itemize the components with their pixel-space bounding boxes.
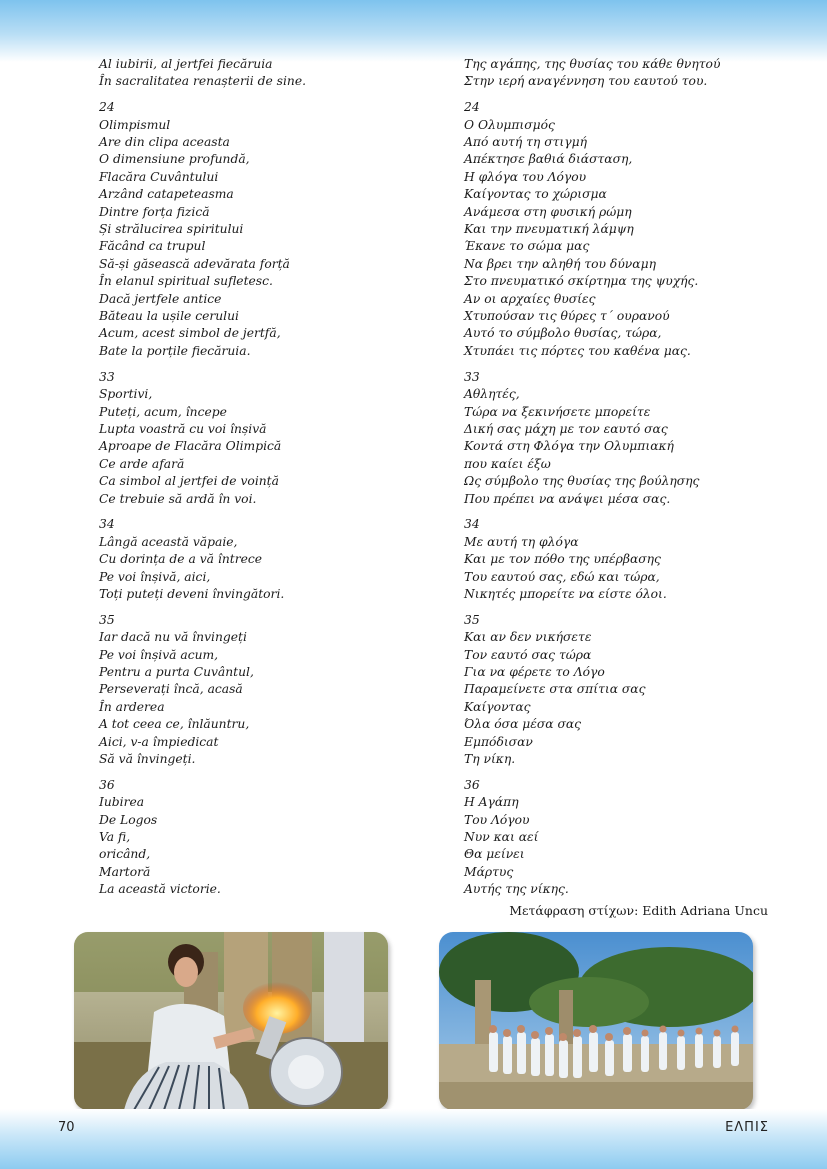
poem-line: Ce trebuie să ardă în voi. — [99, 491, 257, 506]
poem-line: Και αν δεν νικήσετε — [464, 630, 592, 645]
poem-line: Δική σας μάχη με τον εαυτό σας — [464, 421, 668, 436]
poem-line: Με αυτή τη φλόγα — [464, 534, 579, 549]
poem-line: Ως σύμβολο της θυσίας της βούλησης — [464, 474, 700, 489]
stanza — [464, 516, 764, 603]
poem-line: Η Αγάπη — [464, 795, 519, 810]
poem-line: Αθλητές, — [464, 387, 520, 402]
translation-credit: Μετάφραση στίχων: Edith Adriana Uncu — [509, 903, 768, 918]
poem-line: O dimensiune profundă, — [99, 152, 250, 167]
poem-line: που καίει έξω — [464, 456, 551, 471]
poem-line: Ανάμεσα στη φυσική ρώμη — [464, 204, 632, 219]
poem-line: 24 — [464, 100, 480, 115]
poem-line: Χτυπάει τις πόρτες του καθένα μας. — [464, 343, 691, 358]
poem-line: 35 — [464, 612, 480, 627]
poem-line: Απέκτησε βαθιά διάσταση, — [464, 152, 633, 167]
poem-line: Bate la porțile fiecăruia. — [99, 343, 251, 358]
poem-line: Perseverați încă, acasă — [99, 682, 243, 697]
poem-line: Ca simbol al jertfei de voință — [99, 474, 279, 489]
bottom-gradient-band — [0, 1109, 827, 1169]
poem-line: Pe voi înșivă acum, — [99, 647, 219, 662]
poem-line: 33 — [99, 369, 115, 384]
poem-line: Αυτό το σύμβολο θυσίας, τώρα, — [464, 326, 662, 341]
poem-line: Κοντά στη Φλόγα την Ολυμπιακή — [464, 439, 674, 454]
poem-line: Καίγοντας το χώρισμα — [464, 187, 607, 202]
poem-line: 36 — [99, 777, 115, 792]
poem-line: Καίγοντας — [464, 699, 531, 714]
poem-line: Are din clipa aceasta — [99, 135, 230, 150]
poem-line: Αυτής της νίκης. — [464, 882, 569, 897]
poem-line: Τον εαυτό σας τώρα — [464, 647, 592, 662]
stanza — [464, 369, 764, 508]
poem-line: La această victorie. — [99, 882, 221, 897]
poem-line: 24 — [99, 100, 115, 115]
poem-line: Από αυτή τη στιγμή — [464, 135, 587, 150]
poem-line: Dintre forța fizică — [99, 204, 210, 219]
stanza — [99, 56, 419, 91]
poem-line: A tot ceea ce, înlăuntru, — [99, 717, 250, 732]
poem-line: Νικητές μπορείτε να είστε όλοι. — [464, 586, 667, 601]
poem-line: Η φλόγα του Λόγου — [464, 169, 587, 184]
poem-line: Μάρτυς — [464, 864, 514, 879]
poem-line: 34 — [464, 517, 480, 532]
stanza — [99, 612, 419, 769]
poem-line: În elanul spiritual sufletesc. — [99, 274, 273, 289]
poem-line: Al iubirii, al jertfei fiecăruia — [99, 57, 273, 71]
poem-line: Παραμείνετε στα σπίτια σας — [464, 682, 646, 697]
poem-line: Arzând catapeteasma — [99, 187, 234, 202]
poem-line: Τώρα να ξεκινήσετε μπορείτε — [464, 404, 651, 419]
poem-line: 34 — [99, 517, 115, 532]
poem-line: Να βρει την αληθή του δύναμη — [464, 256, 656, 271]
page-number: 70 — [58, 1120, 75, 1135]
poem-line: 33 — [464, 369, 480, 384]
poem-line: Acum, acest simbol de jertfă, — [99, 326, 281, 341]
stanza — [464, 612, 764, 769]
poem-line: Τη νίκη. — [464, 752, 516, 766]
poem-line: Flacăra Cuvântului — [99, 169, 219, 184]
poem-line: 36 — [464, 777, 480, 792]
poem-line: Του εαυτού σας, εδώ και τώρα, — [464, 569, 660, 584]
poem-line: Va fi, — [99, 830, 131, 845]
poem-line: Sportivi, — [99, 387, 153, 402]
stanza — [99, 99, 419, 360]
stanza — [99, 516, 419, 603]
poem-line: Στην ιερή αναγέννηση του εαυτού του. — [464, 74, 708, 89]
poem-line: Cu dorința de a vă întrece — [99, 552, 263, 567]
poem-line: Και με τον πόθο της υπέρβασης — [464, 552, 661, 567]
magazine-title: ΕΛΠΙΣ — [725, 1120, 769, 1135]
priestess-torch-photo — [74, 932, 388, 1110]
poem-line: Aici, v-a împiedicat — [99, 734, 219, 749]
stanza — [99, 369, 419, 508]
poem-line: Puteți, acum, începe — [99, 404, 227, 419]
stanza — [464, 777, 764, 899]
poem-line: oricând, — [99, 847, 151, 862]
poem-line: Să-și găsească adevărata forță — [99, 256, 290, 271]
poem-line: Iubirea — [99, 795, 145, 810]
poem-line: Εμπόδισαν — [464, 734, 533, 749]
poem-line: Olimpismul — [99, 117, 171, 132]
poem-line: Martoră — [99, 864, 151, 879]
poem-line: Lupta voastră cu voi înșivă — [99, 421, 267, 436]
poem-line: Făcând ca trupul — [99, 239, 206, 254]
poem-line: Χτυπούσαν τις θύρες τ΄ ουρανού — [464, 309, 670, 324]
poem-line: Pentru a purta Cuvântul, — [99, 664, 254, 679]
poem-line: Să vă învingeți. — [99, 752, 196, 766]
poem-line: Dacă jertfele antice — [99, 291, 222, 306]
stanza — [99, 777, 419, 899]
poem-line: Și strălucirea spiritului — [99, 222, 244, 237]
poem-line: Του Λόγου — [464, 812, 530, 827]
poem-line: Iar dacă nu vă învingeți — [99, 630, 247, 645]
poem-line: În arderea — [99, 699, 165, 714]
poem-line: Pe voi înșivă, aici, — [99, 569, 211, 584]
top-gradient-band — [0, 0, 827, 62]
poem-line: 35 — [99, 612, 115, 627]
poem-line: Αν οι αρχαίες θυσίες — [464, 291, 596, 306]
poem-line: Της αγάπης, της θυσίας του κάθε θνητού — [464, 57, 721, 71]
poem-line: Έκανε το σώμα μας — [464, 239, 590, 254]
poem-line: Στο πνευματικό σκίρτημα της ψυχής. — [464, 274, 699, 289]
priestesses-ceremony-photo — [439, 932, 753, 1110]
poem-line: Που πρέπει να ανάψει μέσα σας. — [464, 491, 671, 506]
stanza — [464, 99, 764, 360]
poem-line: Νυν και αεί — [464, 830, 539, 845]
stanza — [464, 56, 764, 91]
poem-line: Ο Ολυμπισμός — [464, 117, 555, 132]
poem-line: În sacralitatea renașterii de sine. — [99, 74, 307, 89]
poem-line: Aproape de Flacăra Olimpică — [99, 439, 282, 454]
romanian-poem-column — [99, 56, 419, 907]
poem-line: Ce arde afară — [99, 456, 185, 471]
poem-line: Όλα όσα μέσα σας — [464, 717, 582, 732]
poem-line: Băteau la ușile cerului — [99, 309, 239, 324]
poem-line: Θα μείνει — [464, 847, 525, 862]
poem-line: Lângă această văpaie, — [99, 534, 238, 549]
poem-line: De Logos — [99, 812, 158, 827]
greek-poem-column — [464, 56, 764, 907]
poem-line: Toți puteți deveni învingători. — [99, 586, 285, 601]
poem-line: Για να φέρετε το Λόγο — [464, 664, 605, 679]
poem-line: Και την πνευματική λάμψη — [464, 222, 634, 237]
